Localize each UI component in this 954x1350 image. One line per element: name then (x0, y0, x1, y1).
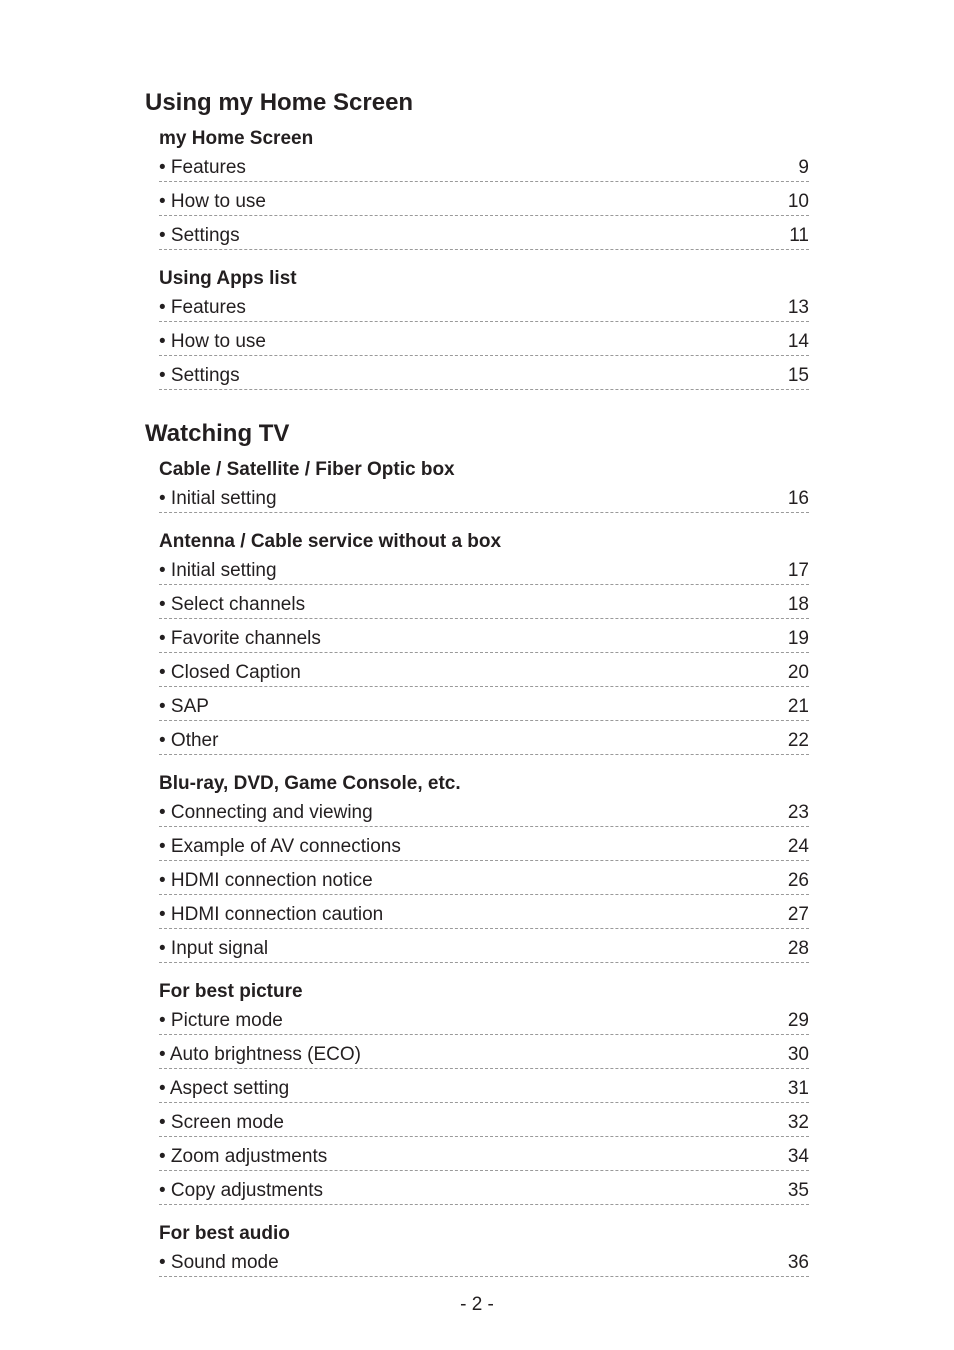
toc-entry[interactable] (159, 1070, 809, 1103)
entry-label: • Settings (159, 365, 240, 386)
entry-page-number: 9 (798, 157, 809, 178)
entry-label: • Auto brightness (ECO) (159, 1044, 362, 1065)
entry-page-number: 13 (787, 297, 809, 318)
entry-label: • Zoom adjustments (159, 1146, 328, 1167)
toc-entry[interactable] (159, 1104, 809, 1137)
entry-label: • Initial setting (159, 560, 277, 581)
entry-page-number: 35 (787, 1180, 809, 1201)
entry-page-number: 14 (787, 331, 809, 352)
toc-entry[interactable] (159, 688, 809, 721)
subsection-title: Cable / Satellite / Fiber Optic box (159, 459, 455, 480)
entry-page-number: 21 (787, 696, 809, 717)
toc-section (145, 422, 809, 1277)
toc-entry[interactable] (159, 480, 809, 513)
toc-entry[interactable] (159, 654, 809, 687)
entry-page-number: 24 (787, 836, 809, 857)
entry-label: • Input signal (159, 938, 269, 959)
entry-page-number: 10 (787, 191, 809, 212)
entry-label: • Other (159, 730, 219, 751)
subsection-title: Antenna / Cable service without a box (159, 531, 502, 552)
entry-label: • Features (159, 157, 246, 178)
section-title: Watching TV (145, 420, 290, 447)
toc-section (145, 91, 809, 390)
toc-entry[interactable] (159, 1138, 809, 1171)
entry-page-number: 18 (787, 594, 809, 615)
toc-entry[interactable] (159, 1244, 809, 1277)
entry-page-number: 36 (787, 1252, 809, 1273)
toc-entry[interactable] (159, 149, 809, 182)
entry-label: • How to use (159, 331, 266, 352)
toc-entry[interactable] (159, 586, 809, 619)
subsection-title: Blu-ray, DVD, Game Console, etc. (159, 773, 461, 794)
toc-subsection (145, 459, 809, 513)
subsection-title: For best audio (159, 1223, 290, 1244)
entry-page-number: 29 (787, 1010, 809, 1031)
entry-page-number: 27 (787, 904, 809, 925)
entry-page-number: 16 (787, 488, 809, 509)
toc-entry[interactable] (159, 620, 809, 653)
entry-page-number: 31 (787, 1078, 809, 1099)
entry-page-number: 34 (787, 1146, 809, 1167)
toc-entry[interactable] (159, 722, 809, 755)
toc-entry[interactable] (159, 794, 809, 827)
entry-page-number: 20 (787, 662, 809, 683)
toc-entry[interactable] (159, 1002, 809, 1035)
entry-page-number: 22 (787, 730, 809, 751)
toc-entry[interactable] (159, 357, 809, 390)
entry-page-number: 11 (789, 225, 809, 246)
entry-label: • Features (159, 297, 246, 318)
subsection-title: For best picture (159, 981, 303, 1002)
toc-subsection (145, 268, 809, 390)
entry-label: • Closed Caption (159, 662, 301, 683)
toc-entry[interactable] (159, 323, 809, 356)
toc-subsection (145, 531, 809, 755)
toc-subsection (145, 1223, 809, 1277)
entry-label: • Connecting and viewing (159, 802, 373, 823)
entry-page-number: 28 (787, 938, 809, 959)
entry-label: • HDMI connection notice (159, 870, 373, 891)
entry-label: • Example of AV connections (159, 836, 401, 857)
toc-entry[interactable] (159, 217, 809, 250)
entry-label: • How to use (159, 191, 266, 212)
entry-label: • Screen mode (159, 1112, 284, 1133)
toc-entry[interactable] (159, 896, 809, 929)
toc-entry[interactable] (159, 1036, 809, 1069)
entry-page-number: 15 (787, 365, 809, 386)
toc-entry[interactable] (159, 1172, 809, 1205)
toc-subsection (145, 981, 809, 1205)
toc-subsection (145, 128, 809, 250)
entry-label: • Sound mode (159, 1252, 279, 1273)
entry-label: • Copy adjustments (159, 1180, 324, 1201)
entry-label: • Aspect setting (159, 1078, 290, 1099)
entry-page-number: 32 (787, 1112, 809, 1133)
subsection-title: Using Apps list (159, 268, 297, 289)
entry-label: • Settings (159, 225, 240, 246)
entry-label: • Picture mode (159, 1010, 283, 1031)
toc-entry[interactable] (159, 289, 809, 322)
toc-entry[interactable] (159, 183, 809, 216)
entry-page-number: 19 (787, 628, 809, 649)
toc-entry[interactable] (159, 930, 809, 963)
toc-entry[interactable] (159, 828, 809, 861)
entry-label: • Initial setting (159, 488, 277, 509)
entry-page-number: 23 (787, 802, 809, 823)
entry-label: • Select channels (159, 594, 306, 615)
entry-label: • HDMI connection caution (159, 904, 384, 925)
section-title: Using my Home Screen (145, 89, 414, 116)
subsection-title: my Home Screen (159, 128, 314, 149)
toc-entry[interactable] (159, 552, 809, 585)
entry-label: • Favorite channels (159, 628, 321, 649)
entry-page-number: 30 (787, 1044, 809, 1065)
page-number-footer: - 2 - (460, 1294, 494, 1315)
toc-subsection (145, 773, 809, 963)
entry-page-number: 17 (787, 560, 809, 581)
entry-label: • SAP (159, 696, 209, 717)
toc-entry[interactable] (159, 862, 809, 895)
entry-page-number: 26 (787, 870, 809, 891)
